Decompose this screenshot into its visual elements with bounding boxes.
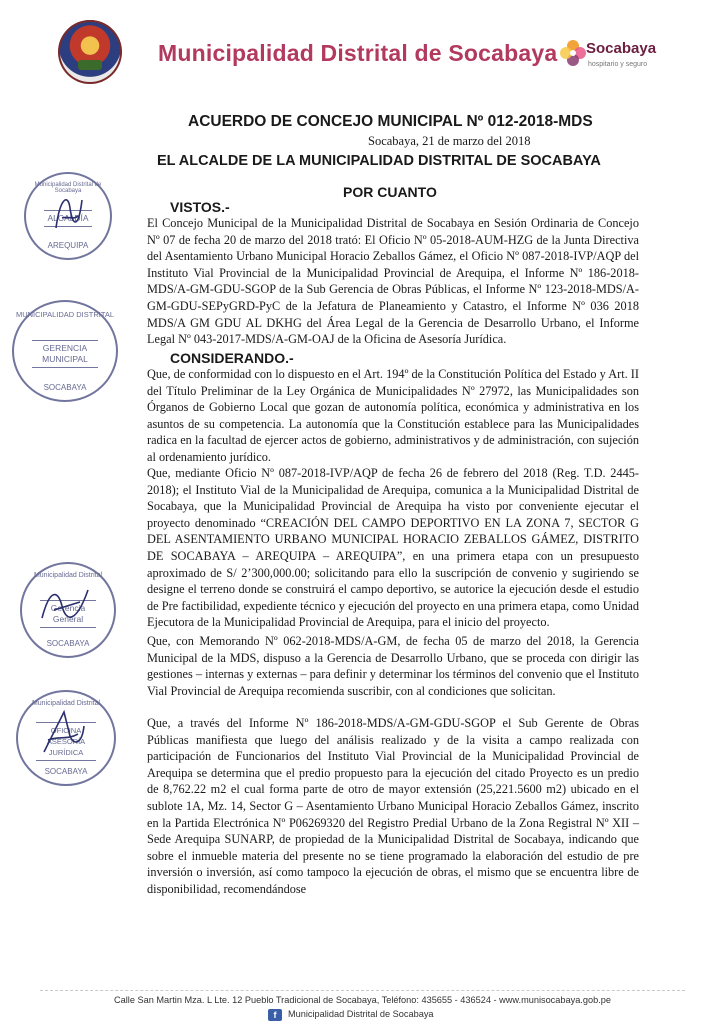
brand-tagline: hospitario y seguro (588, 61, 648, 68)
seal-center-text: OFICINA ASESORÍA JURÍDICA (36, 722, 96, 761)
alcaldia-signature (48, 188, 88, 238)
header-title: Municipalidad Distrital de Socabaya (158, 40, 558, 66)
asesoria-juridica-signature (34, 706, 90, 762)
seal-ring-bottom-text: SOCABAYA (46, 639, 90, 648)
gerencia-general-signature (36, 580, 96, 630)
seal-ring-text: MUNICIPALIDAD DISTRITAL (15, 310, 115, 319)
authority-heading: EL ALCALDE DE LA MUNICIPALIDAD DISTRITAL DE SOCABAYA (157, 153, 601, 169)
footer-facebook-label: Municipalidad Distrital de Socabaya (288, 1009, 434, 1019)
crest-detail (78, 60, 102, 70)
facebook-icon: f (268, 1009, 282, 1021)
seal-ring-bottom-text: AREQUIPA (47, 241, 89, 250)
vistos-heading: VISTOS.- (170, 199, 230, 215)
seal-center-text: Gerencia General (40, 600, 96, 628)
brand-name: Socabaya (586, 40, 657, 57)
footer-address: Calle San Martin Mza. L Lte. 12 Pueblo Tradicional de Socabaya, Teléfono: 435655 - 436524 - www.munisocabaya.gob.pe (114, 995, 611, 1005)
seal-ring-text: Municipalidad Distrital (31, 700, 101, 707)
considerando-paragraph-3: Que, con Memorando Nº 062-2018-MDS/A-GM, de fecha 05 de marzo del 2018, la Gerencia Municipal de la MDS, dispuso a la Gerencia de Desarrollo Urbano, que se proceda con dirigir las gestiones – internas y externas – para definir y determinar los términos del convenio que el Instituto Vial Provincial de Arequipa recomienda suscribir, con al condiciones que solicitan. (147, 634, 639, 698)
footer-divider (40, 990, 685, 991)
seal-ring-text: Municipalidad Distrital de Socabaya (34, 182, 102, 194)
seal-ring-text: Municipalidad Distrital (33, 572, 103, 579)
considerando-paragraph-1: Que, de conformidad con lo dispuesto en el Art. 194º de la Constitución Política del Estado y Art. II del Título Preliminar de la Ley Orgánica de Municipalidades Nº 27972, las Municipalidades son Órganos de Gobierno Local que gozan de autonomía política, económica y administrativa en los asuntos de su competencia. La autonomía que la Constitución establece para las Municipalidades radica en la facultad de ejercer actos de gobierno, administrativos y de administración, con sujeción al ordenamiento jurídico. (147, 367, 639, 464)
considerando-heading: CONSIDERANDO.- (170, 350, 294, 366)
vistos-paragraph: El Concejo Municipal de la Municipalidad Distrital de Socabaya en Sesión Ordinaria de Concejo Nº 07 de fecha 20 de marzo del 2018 trató: El Oficio Nº 05-2018-AUM-HZG de la Junta Directiva del Asentamiento Urbano Municipal Horacio Zeballos Gámez, el Oficio Nº 087-2018-IVP/AQP del Instituto Vial Provincial de la Municipalidad Provincial de Arequipa, el Informe Nº 186-2018-MDS/A-GM-GDU-SGOP de la Sub Gerencia de Obras Públicas, el Informe Nº 123-2018-MDS/A-GM-GDU-SEPyGRD-PyC de la Jefatura de Planeamiento y Catastro, el Informe Nº 036 2018 MDS/A GM GDU AL DKHG del Área Legal de la Gerencia de Desarrollo Urbano, el Informe Legal Nº 043-2017-MDS/A-GM-OAJ de la Oficina de Asesoría Jurídica. (147, 216, 639, 347)
document-date: Socabaya, 21 de marzo del 2018 (368, 134, 531, 148)
considerando-paragraph-4: Que, a través del Informe Nº 186-2018-MDS/A-GM-GDU-SGOP el Sub Gerente de Obras Públicas manifiesta que luego del análisis realizado y de la visita a campo realizada con participación de Funcionarios del Instituto Vial Provincial de la Municipalidad Provincial de Arequipa se determina que el predio propuesto para la ejecución del citado Proyecto es un predio de 8,762.22 m2 el cual forma parte de otro de mayor extensión (25,221.5600 m2) ubicado en el sublote 1A, Mz. 14, Sector G – Asentamiento Urbano Municipal Horacio Zeballos Gámez, inscrito en la Partida Electrónica Nº P06269320 del Registro Predial Urbano de la Zona Registral Nº XII – Sede Arequipa SUNARP, de propiedad de la Municipalidad Distrital de Socabaya, indicando que sobre el inmueble materia del presente no se tiene programado la elaboración del estudio de pre inversión o inversión, así como tampoco la ejecución de obras, el mismo que se encuentra libre de disponibilidad, recomendándose (147, 716, 639, 896)
considerando-paragraph-2: Que, mediante Oficio Nº 087-2018-IVP/AQP de fecha 26 de febrero del 2018 (Reg. T.D. 2445-2018); el Instituto Vial de la Municipalidad de Arequipa, comunica a la Municipalidad Distrital de Socabaya, que la Municipalidad Provincial de Arequipa ha visto por conveniente ejecutar el proyecto denominado “CREACIÓN DEL CAMPO DEPORTIVO EN LA ZONA 7, SECTOR G DEL ASENTAMIENTO URBANO MUNICIPAL HORACIO ZEBALLOS GÁMEZ, DISTRITO DE SOCABAYA – AREQUIPA – AREQUIPA”, en una primera etapa con un presupuesto aproximado de S/ 2’300,000.00; solicitando para ello la suscripción de convenio y sugiriendo se designe el terreno donde se construirá el campo deportivo, se autorice la ejecución desde el estudio de Pre factibilidad, expediente técnico y ejecución del proyecto en una primera etapa, como Unidad Ejecutora de la Municipalidad Provincial de Arequipa, para el inicio del proyecto. (147, 466, 639, 630)
gerencia-municipal-seal (12, 300, 118, 402)
seal-center-text: ALCALDÍA (44, 210, 92, 227)
por-cuanto-heading: POR CUANTO (343, 184, 437, 200)
seal-center-text: GERENCIA MUNICIPAL (32, 340, 98, 368)
socabaya-brand-flower-icon (558, 38, 588, 68)
seal-ring-bottom-text: SOCABAYA (44, 767, 88, 776)
document-heading: ACUERDO DE CONCEJO MUNICIPAL Nº 012-2018-MDS (188, 113, 593, 130)
municipal-crest-logo (58, 20, 122, 84)
seal-ring-bottom-text: SOCABAYA (43, 383, 87, 392)
